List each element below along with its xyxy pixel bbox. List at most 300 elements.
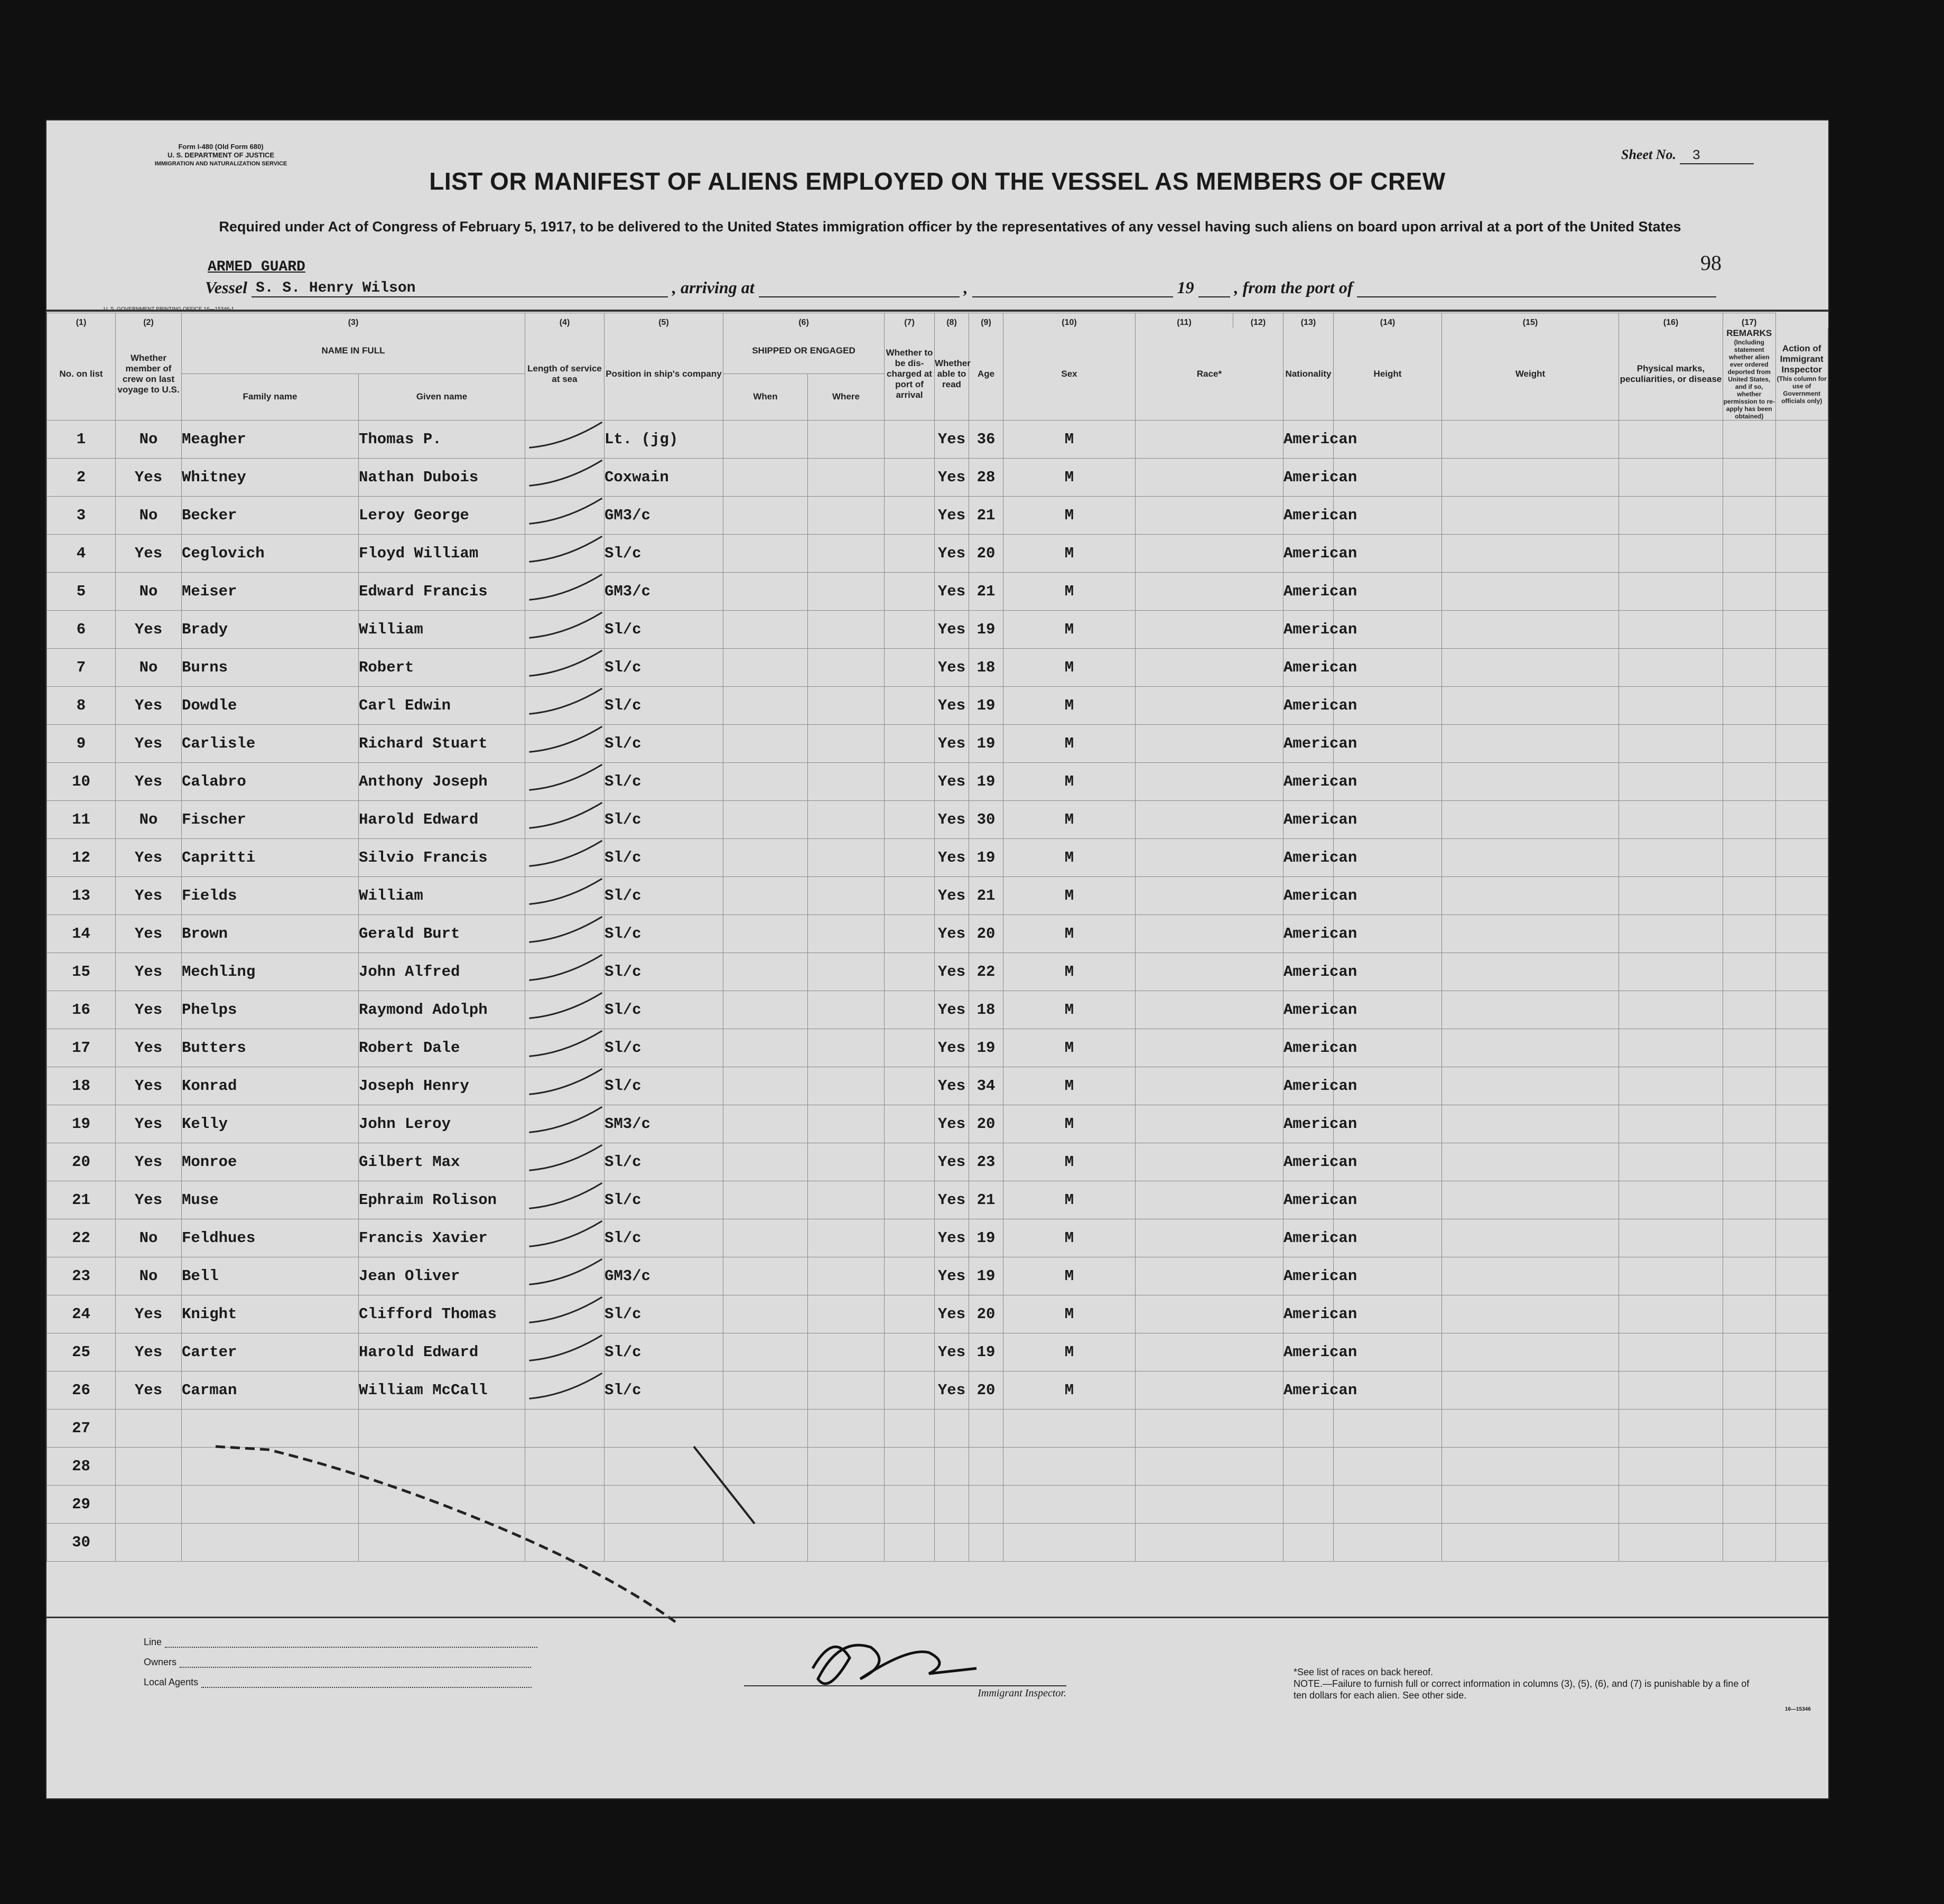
manifest-page	[46, 120, 1828, 1798]
discharged-cell	[885, 839, 935, 877]
age-cell: 19	[969, 725, 1003, 763]
sex-cell	[1003, 1410, 1136, 1448]
age-cell: 36	[969, 421, 1003, 459]
member-last-voyage-cell: Yes	[116, 991, 182, 1029]
given-name-cell: Thomas P.	[359, 421, 525, 459]
length-of-service-cell	[525, 535, 604, 573]
row-number-cell: 15	[47, 953, 116, 991]
nationality-cell	[1283, 1410, 1334, 1448]
length-of-service-cell	[525, 1029, 604, 1067]
able-to-read-cell: Yes	[935, 991, 969, 1029]
age-cell: 20	[969, 915, 1003, 953]
shipped-where-cell	[808, 1181, 885, 1219]
shipped-where-cell	[808, 839, 885, 877]
member-last-voyage-cell	[116, 1410, 182, 1448]
table-row	[47, 839, 1828, 877]
header-nationality: Nationality	[1283, 328, 1334, 421]
discharged-cell	[885, 1448, 935, 1486]
remarks-cell	[1723, 573, 1776, 611]
position-cell: Sl/c	[604, 1029, 723, 1067]
col-num: (11)	[1136, 313, 1233, 329]
able-to-read-cell: Yes	[935, 535, 969, 573]
member-last-voyage-cell: Yes	[116, 459, 182, 497]
col-num: (2)	[116, 313, 182, 329]
age-cell: 21	[969, 573, 1003, 611]
remarks-cell	[1723, 877, 1776, 915]
able-to-read-cell: Yes	[935, 421, 969, 459]
member-last-voyage-cell: Yes	[116, 687, 182, 725]
shipped-where-cell	[808, 459, 885, 497]
given-name-cell: Edward Francis	[359, 573, 525, 611]
inspector-action-cell	[1775, 1219, 1828, 1257]
discharged-cell	[885, 1219, 935, 1257]
sheet-number	[1621, 147, 1754, 164]
shipped-when-cell	[723, 421, 808, 459]
discharged-cell	[885, 611, 935, 649]
family-name-cell: Muse	[182, 1181, 359, 1219]
able-to-read-cell: Yes	[935, 649, 969, 687]
position-cell	[604, 1410, 723, 1448]
position-cell: Sl/c	[604, 725, 723, 763]
able-to-read-cell: Yes	[935, 573, 969, 611]
sex-cell: M	[1003, 1181, 1136, 1219]
row-number-cell: 28	[47, 1448, 116, 1486]
table-row	[47, 497, 1828, 535]
header-weight: Weight	[1442, 328, 1619, 421]
remarks-cell	[1723, 1410, 1776, 1448]
physical-marks-cell	[1619, 1410, 1723, 1448]
height-cell	[1334, 1410, 1442, 1448]
header-when: When	[723, 374, 808, 420]
row-number-cell: 6	[47, 611, 116, 649]
member-last-voyage-cell	[116, 1448, 182, 1486]
inspector-action-cell	[1775, 1295, 1828, 1333]
footer-rule	[46, 1617, 1828, 1618]
discharged-cell	[885, 573, 935, 611]
header-discharged: Whether to be dis-charged at port of arrival	[885, 328, 935, 421]
footer-owners	[144, 1657, 531, 1668]
weight-cell	[1442, 1181, 1619, 1219]
family-name-cell: Brady	[182, 611, 359, 649]
table-row	[47, 573, 1828, 611]
age-cell: 20	[969, 1295, 1003, 1333]
row-number-cell: 7	[47, 649, 116, 687]
member-last-voyage-cell: Yes	[116, 1371, 182, 1410]
table-row	[47, 1448, 1828, 1486]
family-name-cell: Whitney	[182, 459, 359, 497]
shipped-where-cell	[808, 1448, 885, 1486]
member-last-voyage-cell: Yes	[116, 535, 182, 573]
weight-cell	[1442, 611, 1619, 649]
physical-marks-cell	[1619, 1257, 1723, 1295]
weight-cell	[1442, 725, 1619, 763]
given-name-cell	[359, 1524, 525, 1562]
shipped-when-cell	[723, 1410, 808, 1448]
age-cell: 21	[969, 877, 1003, 915]
header-name-in-full: NAME IN FULL	[182, 328, 525, 374]
shipped-where-cell	[808, 763, 885, 801]
race-cell	[1136, 573, 1283, 611]
length-of-service-cell	[525, 1105, 604, 1143]
member-last-voyage-cell: Yes	[116, 1029, 182, 1067]
race-cell	[1136, 1371, 1283, 1410]
shipped-where-cell	[808, 573, 885, 611]
row-number-cell: 22	[47, 1219, 116, 1257]
family-name-cell: Becker	[182, 497, 359, 535]
shipped-when-cell	[723, 535, 808, 573]
shipped-where-cell	[808, 1295, 885, 1333]
family-name-cell: Brown	[182, 915, 359, 953]
age-cell: 28	[969, 459, 1003, 497]
family-name-cell: Capritti	[182, 839, 359, 877]
member-last-voyage-cell: Yes	[116, 915, 182, 953]
weight-cell	[1442, 763, 1619, 801]
family-name-cell: Carlisle	[182, 725, 359, 763]
given-name-cell: Leroy George	[359, 497, 525, 535]
discharged-cell	[885, 1181, 935, 1219]
table-row	[47, 421, 1828, 459]
able-to-read-cell: Yes	[935, 1029, 969, 1067]
length-of-service-cell	[525, 1219, 604, 1257]
row-number-cell: 4	[47, 535, 116, 573]
race-cell	[1136, 1067, 1283, 1105]
action-note: (This column for use of Government officials only)	[1776, 375, 1827, 405]
member-last-voyage-cell: Yes	[116, 763, 182, 801]
from-port-field	[1357, 296, 1716, 297]
shipped-when-cell	[723, 1067, 808, 1105]
shipped-when-cell	[723, 1029, 808, 1067]
physical-marks-cell	[1619, 497, 1723, 535]
weight-cell	[1442, 877, 1619, 915]
nationality-cell: American	[1283, 649, 1334, 687]
race-cell	[1136, 801, 1283, 839]
sheet-value: 3	[1680, 147, 1754, 164]
race-cell	[1136, 687, 1283, 725]
nationality-cell: American	[1283, 1143, 1334, 1181]
inspector-action-cell	[1775, 877, 1828, 915]
action-title: Action of Immigrant Inspector	[1780, 343, 1824, 375]
race-cell	[1136, 1143, 1283, 1181]
vessel-line: Vessel S. S. Henry Wilson , arriving at , 19 , from the port of	[205, 278, 1716, 297]
family-name-cell: Burns	[182, 649, 359, 687]
sex-cell: M	[1003, 497, 1136, 535]
able-to-read-cell: Yes	[935, 497, 969, 535]
discharged-cell	[885, 877, 935, 915]
row-number-cell: 9	[47, 725, 116, 763]
able-to-read-cell	[935, 1410, 969, 1448]
given-name-cell: Harold Edward	[359, 1333, 525, 1371]
able-to-read-cell: Yes	[935, 459, 969, 497]
sex-cell: M	[1003, 1371, 1136, 1410]
able-to-read-cell: Yes	[935, 953, 969, 991]
inspector-action-cell	[1775, 1410, 1828, 1448]
length-of-service-cell	[525, 1448, 604, 1486]
nationality-cell: American	[1283, 535, 1334, 573]
discharged-cell	[885, 421, 935, 459]
shipped-where-cell	[808, 1486, 885, 1524]
row-number-cell: 26	[47, 1371, 116, 1410]
nationality-cell	[1283, 1448, 1334, 1486]
length-of-service-cell	[525, 649, 604, 687]
table-row	[47, 687, 1828, 725]
col-num: (6)	[723, 313, 885, 329]
race-cell	[1136, 459, 1283, 497]
family-name-cell: Meagher	[182, 421, 359, 459]
age-cell: 19	[969, 687, 1003, 725]
col-num: (15)	[1442, 313, 1619, 329]
member-last-voyage-cell: Yes	[116, 1295, 182, 1333]
table-row	[47, 1181, 1828, 1219]
physical-marks-cell	[1619, 953, 1723, 991]
weight-cell	[1442, 459, 1619, 497]
nationality-cell: American	[1283, 1219, 1334, 1257]
member-last-voyage-cell: Yes	[116, 1181, 182, 1219]
discharged-cell	[885, 1029, 935, 1067]
able-to-read-cell: Yes	[935, 1143, 969, 1181]
inspector-action-cell	[1775, 535, 1828, 573]
age-cell: 34	[969, 1067, 1003, 1105]
length-of-service-cell	[525, 801, 604, 839]
inspector-action-cell	[1775, 1448, 1828, 1486]
remarks-title: REMARKS	[1726, 328, 1772, 338]
weight-cell	[1442, 1105, 1619, 1143]
footer-owners-label: Owners	[144, 1657, 177, 1667]
shipped-where-cell	[808, 421, 885, 459]
able-to-read-cell: Yes	[935, 611, 969, 649]
age-cell: 18	[969, 649, 1003, 687]
footer-notes	[1294, 1666, 1759, 1701]
given-name-cell: Silvio Francis	[359, 839, 525, 877]
table-row	[47, 1257, 1828, 1295]
row-number-cell: 11	[47, 801, 116, 839]
inspector-action-cell	[1775, 725, 1828, 763]
remarks-cell	[1723, 1219, 1776, 1257]
header-able-read: Whether able to read	[935, 328, 969, 421]
row-number-cell: 2	[47, 459, 116, 497]
sex-cell: M	[1003, 649, 1136, 687]
length-of-service-cell	[525, 877, 604, 915]
physical-marks-cell	[1619, 1219, 1723, 1257]
sex-cell: M	[1003, 725, 1136, 763]
family-name-cell: Ceglovich	[182, 535, 359, 573]
able-to-read-cell	[935, 1486, 969, 1524]
table-row	[47, 1029, 1828, 1067]
header-age: Age	[969, 328, 1003, 421]
shipped-where-cell	[808, 1333, 885, 1371]
header-member: Whether member of crew on last voyage to U.S.	[116, 328, 182, 421]
member-last-voyage-cell: No	[116, 573, 182, 611]
shipped-when-cell	[723, 763, 808, 801]
length-of-service-cell	[525, 1410, 604, 1448]
nationality-cell: American	[1283, 1105, 1334, 1143]
length-of-service-cell	[525, 1067, 604, 1105]
remarks-cell	[1723, 839, 1776, 877]
length-of-service-cell	[525, 459, 604, 497]
sex-cell: M	[1003, 535, 1136, 573]
header-rule	[46, 310, 1828, 312]
race-cell	[1136, 991, 1283, 1029]
physical-marks-cell	[1619, 801, 1723, 839]
table-row	[47, 953, 1828, 991]
height-cell	[1334, 1524, 1442, 1562]
length-of-service-cell	[525, 915, 604, 953]
family-name-cell: Fields	[182, 877, 359, 915]
age-cell: 19	[969, 1257, 1003, 1295]
position-cell: Sl/c	[604, 1143, 723, 1181]
given-name-cell	[359, 1448, 525, 1486]
nationality-cell: American	[1283, 915, 1334, 953]
row-number-cell: 19	[47, 1105, 116, 1143]
family-name-cell	[182, 1524, 359, 1562]
age-cell: 19	[969, 1333, 1003, 1371]
family-name-cell	[182, 1410, 359, 1448]
footer-line-field	[165, 1647, 537, 1648]
age-cell: 20	[969, 1371, 1003, 1410]
race-cell	[1136, 1333, 1283, 1371]
remarks-cell	[1723, 459, 1776, 497]
given-name-cell: Francis Xavier	[359, 1219, 525, 1257]
member-last-voyage-cell: Yes	[116, 1105, 182, 1143]
length-of-service-cell	[525, 1181, 604, 1219]
able-to-read-cell: Yes	[935, 915, 969, 953]
given-name-cell	[359, 1486, 525, 1524]
member-last-voyage-cell: No	[116, 497, 182, 535]
age-cell: 19	[969, 1219, 1003, 1257]
remarks-cell	[1723, 1181, 1776, 1219]
inspector-action-cell	[1775, 953, 1828, 991]
given-name-cell: Jean Oliver	[359, 1257, 525, 1295]
given-name-cell: Robert Dale	[359, 1029, 525, 1067]
discharged-cell	[885, 687, 935, 725]
row-number-cell: 5	[47, 573, 116, 611]
shipped-when-cell	[723, 1219, 808, 1257]
member-last-voyage-cell: No	[116, 421, 182, 459]
nationality-cell: American	[1283, 991, 1334, 1029]
age-cell	[969, 1448, 1003, 1486]
nationality-cell: American	[1283, 459, 1334, 497]
remarks-cell	[1723, 1257, 1776, 1295]
year-label: 19	[1177, 278, 1194, 297]
vessel-name: S. S. Henry Wilson	[252, 280, 668, 297]
weight-cell	[1442, 1295, 1619, 1333]
member-last-voyage-cell	[116, 1524, 182, 1562]
discharged-cell	[885, 725, 935, 763]
physical-marks-cell	[1619, 1067, 1723, 1105]
member-last-voyage-cell: Yes	[116, 877, 182, 915]
length-of-service-cell	[525, 1257, 604, 1295]
remarks-cell	[1723, 991, 1776, 1029]
shipped-where-cell	[808, 877, 885, 915]
table-row	[47, 459, 1828, 497]
sex-cell: M	[1003, 953, 1136, 991]
member-last-voyage-cell: Yes	[116, 1143, 182, 1181]
table-row	[47, 1333, 1828, 1371]
sex-cell: M	[1003, 573, 1136, 611]
shipped-when-cell	[723, 1448, 808, 1486]
remarks-cell	[1723, 611, 1776, 649]
weight-cell	[1442, 953, 1619, 991]
physical-marks-cell	[1619, 725, 1723, 763]
physical-marks-cell	[1619, 839, 1723, 877]
table-row	[47, 991, 1828, 1029]
col-num: (14)	[1334, 313, 1442, 329]
height-cell	[1334, 1486, 1442, 1524]
shipped-when-cell	[723, 1295, 808, 1333]
remarks-cell	[1723, 725, 1776, 763]
remarks-cell	[1723, 1029, 1776, 1067]
physical-marks-cell	[1619, 1143, 1723, 1181]
physical-marks-cell	[1619, 1295, 1723, 1333]
remarks-note: (Including statement whether alien ever ordered deported from United States, and if so, whether permission to re-apply has been obtained)	[1723, 339, 1775, 420]
column-header-row	[47, 328, 1828, 374]
discharged-cell	[885, 1486, 935, 1524]
family-name-cell: Calabro	[182, 763, 359, 801]
discharged-cell	[885, 763, 935, 801]
race-cell	[1136, 1219, 1283, 1257]
shipped-where-cell	[808, 687, 885, 725]
table-row	[47, 1371, 1828, 1410]
nationality-cell: American	[1283, 801, 1334, 839]
weight-cell	[1442, 1257, 1619, 1295]
crew-table-wrap	[46, 313, 1828, 1562]
race-cell	[1136, 535, 1283, 573]
nationality-cell: American	[1283, 1029, 1334, 1067]
member-last-voyage-cell: Yes	[116, 1067, 182, 1105]
given-name-cell: Gilbert Max	[359, 1143, 525, 1181]
sex-cell: M	[1003, 915, 1136, 953]
physical-marks-cell	[1619, 421, 1723, 459]
shipped-when-cell	[723, 1105, 808, 1143]
length-of-service-cell	[525, 1143, 604, 1181]
family-name-cell: Knight	[182, 1295, 359, 1333]
weight-cell	[1442, 573, 1619, 611]
inspector-action-cell	[1775, 1524, 1828, 1562]
family-name-cell	[182, 1486, 359, 1524]
crew-table	[46, 313, 1828, 1562]
sex-cell: M	[1003, 1067, 1136, 1105]
weight-cell	[1442, 1448, 1619, 1486]
member-last-voyage-cell: No	[116, 1219, 182, 1257]
form-id-line: Form I-480 (Old Form 680)	[178, 143, 264, 151]
sex-cell: M	[1003, 801, 1136, 839]
col-num: (16)	[1619, 313, 1723, 329]
age-cell: 19	[969, 611, 1003, 649]
discharged-cell	[885, 915, 935, 953]
weight-cell	[1442, 687, 1619, 725]
race-cell	[1136, 1410, 1283, 1448]
table-row	[47, 877, 1828, 915]
shipped-when-cell	[723, 877, 808, 915]
weight-cell	[1442, 421, 1619, 459]
header-physical: Physical marks, peculiarities, or disease	[1619, 328, 1723, 421]
form-number: 16—15346	[1785, 1706, 1811, 1712]
family-name-cell	[182, 1448, 359, 1486]
position-cell: Lt. (jg)	[604, 421, 723, 459]
remarks-cell	[1723, 1524, 1776, 1562]
member-last-voyage-cell: Yes	[116, 725, 182, 763]
inspector-action-cell	[1775, 421, 1828, 459]
remarks-cell	[1723, 1486, 1776, 1524]
race-cell	[1136, 877, 1283, 915]
age-cell: 21	[969, 1181, 1003, 1219]
table-row	[47, 915, 1828, 953]
weight-cell	[1442, 1410, 1619, 1448]
header-length-service: Length of service at sea	[525, 328, 604, 421]
inspector-action-cell	[1775, 1371, 1828, 1410]
position-cell: Sl/c	[604, 915, 723, 953]
shipped-when-cell	[723, 801, 808, 839]
position-cell	[604, 1448, 723, 1486]
